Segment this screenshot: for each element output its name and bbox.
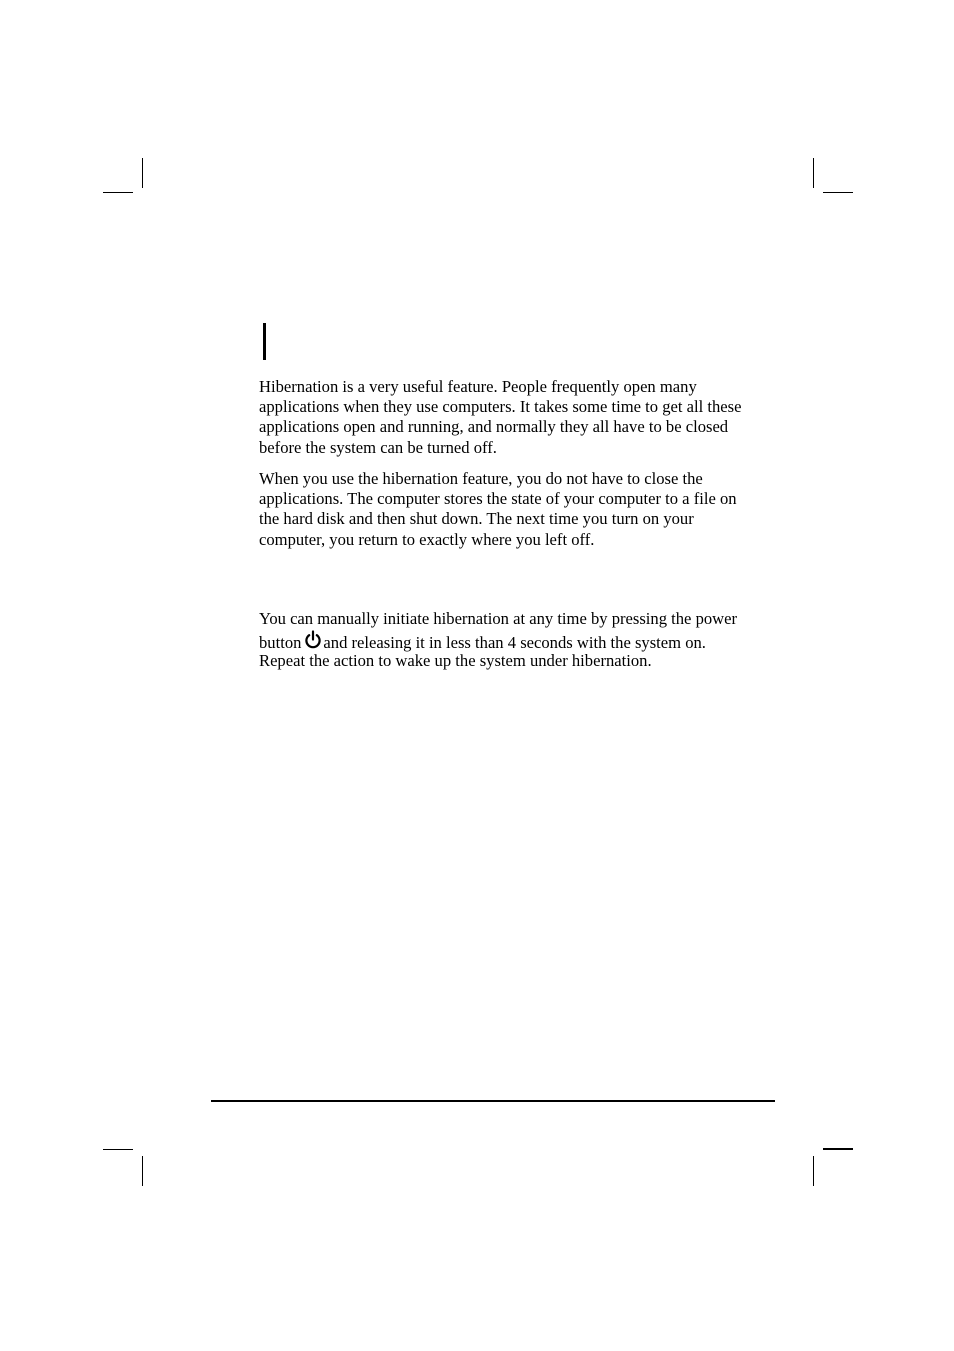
paragraph-line: the hard disk and then shut down. The next time you turn on your: [259, 509, 694, 529]
crop-mark-top-right-vertical: [813, 158, 814, 188]
paragraph-line: Repeat the action to wake up the system under hibernation.: [259, 651, 652, 671]
crop-mark-top-left-vertical: [142, 158, 143, 188]
crop-mark-bottom-right-vertical: [813, 1156, 814, 1186]
paragraph-line: computer, you return to exactly where you left off.: [259, 529, 595, 549]
paragraph-line: You can manually initiate hibernation at any time by pressing the power: [259, 609, 738, 628]
crop-mark-top-left-horizontal: [103, 192, 133, 193]
crop-mark-bottom-right-horizontal: [823, 1148, 853, 1150]
paragraph-line: When you use the hibernation feature, you do not have to close the: [259, 469, 703, 488]
paragraph-hibernation-feature: [259, 469, 799, 550]
paragraph-line: Hibernation is a very useful feature. People frequently open many: [259, 377, 697, 396]
crop-mark-bottom-left-vertical: [142, 1156, 143, 1186]
paragraph-hibernation-intro: [259, 377, 799, 458]
paragraph-line-with-icon: [259, 630, 799, 654]
heading-marker-bar: [263, 323, 266, 360]
paragraph-text: and releasing it in less than 4 seconds with the system on.: [323, 633, 706, 653]
paragraph-line: applications when they use computers. It takes some time to get all these: [259, 397, 742, 417]
paragraph-line: applications open and running, and normally they all have to be closed: [259, 417, 729, 437]
paragraph-text: button: [259, 633, 302, 653]
crop-mark-top-right-horizontal: [823, 192, 853, 193]
crop-mark-bottom-left-horizontal: [103, 1149, 133, 1150]
paragraph-manual-hibernation: [259, 609, 799, 671]
power-icon: [304, 630, 322, 650]
paragraph-line: applications. The computer stores the state of your computer to a file on: [259, 489, 737, 509]
paragraph-line: before the system can be turned off.: [259, 437, 497, 457]
footer-divider: [211, 1100, 775, 1102]
